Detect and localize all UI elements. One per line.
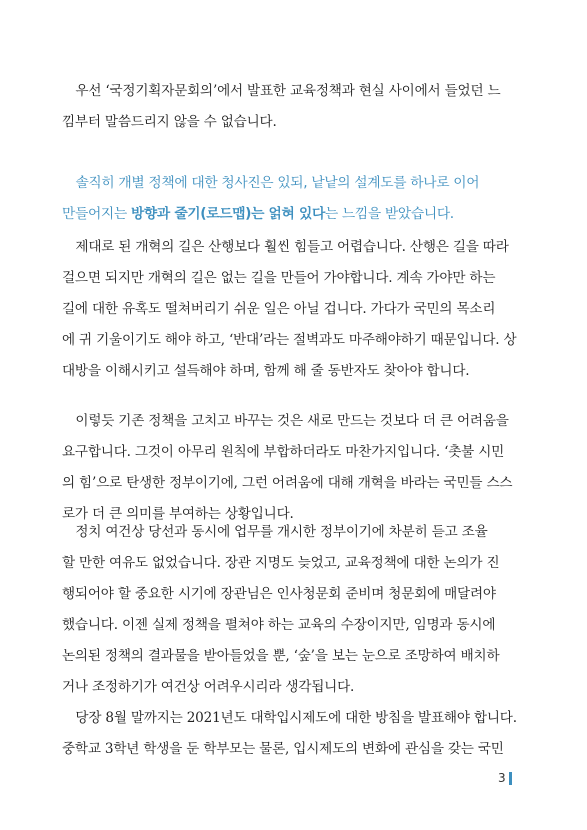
text-segment: 만들어지는 xyxy=(62,206,131,222)
paragraph-line: 낌부터 말씀드리지 않을 수 없습니다. xyxy=(62,114,277,130)
paragraph-1 xyxy=(62,76,530,138)
paragraph-line: 우선 ‘국정기획자문회의’에서 발표한 교육정책과 현실 사이에서 들었던 느 xyxy=(62,83,501,99)
paragraph-line: 거나 조정하기가 여건상 어려우시리라 생각됩니다. xyxy=(62,679,355,695)
paragraph-line: 이렇듯 기존 정책을 고치고 바꾸는 것은 새로 만드는 것보다 더 큰 어려움을 xyxy=(62,413,509,429)
paragraph-line: 의 힘’으로 탄생한 정부이기에, 그런 어려움에 대해 개혁을 바라는 국민들 스스 xyxy=(62,475,513,491)
paragraph-6 xyxy=(62,703,530,765)
paragraph-4 xyxy=(62,406,530,530)
highlighted-paragraph xyxy=(62,168,530,230)
paragraph-line: 에 귀 기울이기도 해야 하고, ‘반대’라는 절벽과도 마주해야하기 때문입니다. 상 xyxy=(62,332,517,348)
paragraph-3 xyxy=(62,232,530,387)
paragraph-line: 논의된 정책의 결과물을 받아들었을 뿐, ‘숲’을 보는 눈으로 조망하여 배치하 xyxy=(62,648,500,664)
paragraph-line xyxy=(62,199,530,230)
paragraph-line: 걸으면 되지만 개혁의 길은 없는 길을 만들어 가야합니다. 계속 가야만 하는 xyxy=(62,270,496,286)
paragraph-5 xyxy=(62,517,530,703)
page-number-accent-bar xyxy=(509,772,512,785)
text-segment: 는 느낌을 받았습니다. xyxy=(324,206,454,222)
paragraph-line: 제대로 된 개혁의 길은 산행보다 훨씬 힘들고 어렵습니다. 산행은 길을 따라 xyxy=(62,239,509,255)
emphasized-text: 방향과 줄기(로드맵)는 얽혀 있다 xyxy=(130,206,325,222)
paragraph-line: 했습니다. 이젠 실제 정책을 펼쳐야 하는 교육의 수장이지만, 임명과 동시에 xyxy=(62,617,496,633)
paragraph-line: 솔직히 개별 정책에 대한 청사진은 있되, 낱낱의 설계도를 하나로 이어 xyxy=(62,175,480,191)
paragraph-line: 대방을 이해시키고 설득해야 하며, 함께 해 줄 동반자도 찾아야 합니다. xyxy=(62,363,470,379)
paragraph-line: 정치 여건상 당선과 동시에 업무를 개시한 정부이기에 차분히 듣고 조율 xyxy=(62,524,488,540)
paragraph-line: 길에 대한 유혹도 떨쳐버리기 쉬운 일은 아닐 겁니다. 가다가 국민의 목소리 xyxy=(62,301,496,317)
paragraph-line: 할 만한 여유도 없었습니다. 장관 지명도 늦었고, 교육정책에 대한 논의가 진 xyxy=(62,555,500,571)
paragraph-line: 행되어야 할 중요한 시기에 장관님은 인사청문회 준비며 청문회에 매달려야 xyxy=(62,586,496,602)
paragraph-line: 중학교 3학년 학생을 둔 학부모는 물론, 입시제도의 변화에 관심을 갖는 국민 xyxy=(62,741,504,757)
paragraph-line: 로가 더 큰 의미를 부여하는 상황입니다. xyxy=(62,506,294,522)
paragraph-line: 당장 8월 말까지는 2021년도 대학입시제도에 대한 방침을 발표해야 합니다. xyxy=(62,710,517,726)
paragraph-line: 요구합니다. 그것이 아무리 원칙에 부합하더라도 마찬가지입니다. ‘촛불 시민 xyxy=(62,444,505,460)
page-number: 3 xyxy=(498,771,506,785)
